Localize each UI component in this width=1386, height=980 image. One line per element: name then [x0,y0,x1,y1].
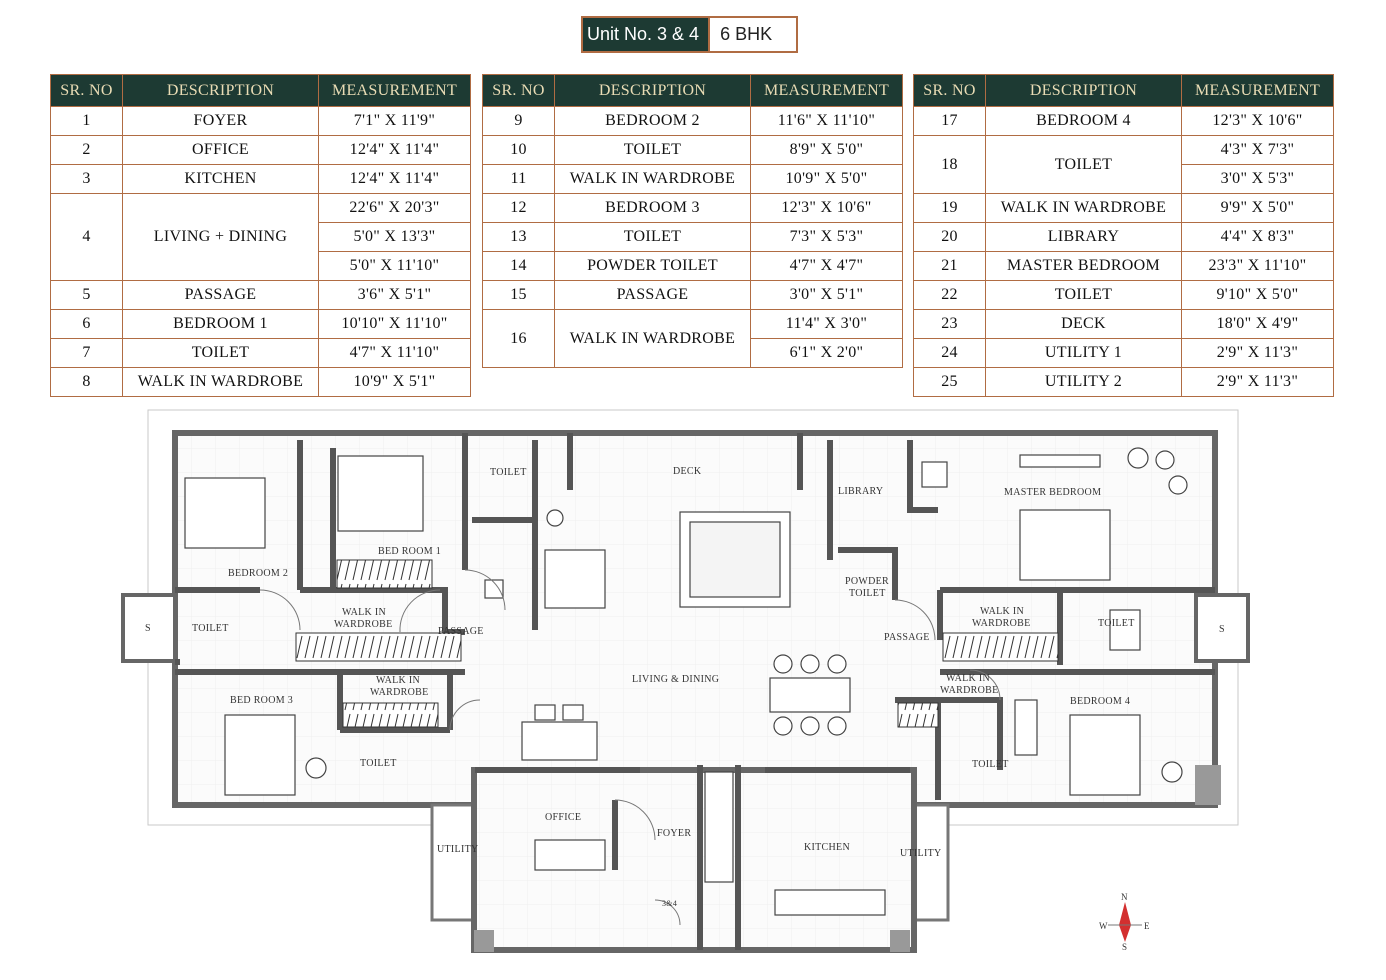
measurement-cell: 10'10" X 11'10" [319,310,471,339]
measurement-cell: 11'4" X 3'0" [751,310,903,339]
wardrobe-b3 [343,703,438,727]
description-cell: OFFICE [123,136,319,165]
table-row [483,310,903,339]
sr-no-cell: 25 [914,368,986,397]
sr-no-cell: 23 [914,310,986,339]
table-row [51,107,471,136]
compass-n: N [1121,892,1128,902]
label-foyer: FOYER [657,828,692,839]
description-cell: WALK IN WARDROBE [555,310,751,368]
measurement-cell: 2'9" X 11'3" [1182,368,1334,397]
wardrobe-b4 [898,703,938,727]
measurement-cell: 3'0" X 5'1" [751,281,903,310]
label-utility-left: UTILITY [437,844,479,855]
table-row [914,107,1334,136]
sr-no-cell: 12 [483,194,555,223]
measurement-cell: 18'0" X 4'9" [1182,310,1334,339]
label-wiw-left-b1: WALK IN [376,675,421,686]
description-cell: DECK [986,310,1182,339]
room-table-2 [482,74,903,368]
description-cell: WALK IN WARDROBE [123,368,319,397]
description-cell: BEDROOM 2 [555,107,751,136]
label-passage-left: PASSAGE [438,626,484,637]
description-cell: MASTER BEDROOM [986,252,1182,281]
measurement-cell: 5'0" X 11'10" [319,252,471,281]
table-row [914,136,1334,165]
sr-no-cell: 6 [51,310,123,339]
sr-no-cell: 5 [51,281,123,310]
sr-no-cell: 7 [51,339,123,368]
measurement-cell: 12'3" X 10'6" [1182,107,1334,136]
description-cell: TOILET [123,339,319,368]
description-cell: TOILET [555,223,751,252]
col-description-header: DESCRIPTION [123,75,319,107]
description-cell: TOILET [555,136,751,165]
label-toilet-right: TOILET [1098,618,1135,629]
table-row [914,310,1334,339]
sr-no-cell: 22 [914,281,986,310]
measurement-cell: 8'9" X 5'0" [751,136,903,165]
unit-number: Unit No. 3 & 4 [583,18,708,51]
table-row [483,194,903,223]
label-deck: DECK [673,466,702,477]
description-cell: UTILITY 1 [986,339,1182,368]
description-cell: BEDROOM 4 [986,107,1182,136]
description-cell: TOILET [986,136,1182,194]
compass-w: W [1099,921,1108,931]
table-row [483,252,903,281]
measurement-cell: 12'4" X 11'4" [319,165,471,194]
sr-no-cell: 18 [914,136,986,194]
label-wiw-right-2: WARDROBE [972,618,1031,629]
description-cell: POWDER TOILET [555,252,751,281]
sr-no-cell: 2 [51,136,123,165]
measurement-cell: 10'9" X 5'1" [319,368,471,397]
label-toilet-b3: TOILET [360,758,397,769]
floor-plan [0,400,1386,960]
measurement-cell: 7'1" X 11'9" [319,107,471,136]
label-toilet-b4: TOILET [972,759,1009,770]
label-bedroom-3: BED ROOM 3 [230,695,294,706]
col-sr-no-header: SR. NO [914,75,986,107]
label-office: OFFICE [545,812,582,823]
compass-needle-icon [1119,902,1131,942]
col-sr-no-header: SR. NO [483,75,555,107]
description-cell: WALK IN WARDROBE [555,165,751,194]
label-s-right: S [1219,624,1225,635]
description-cell: UTILITY 2 [986,368,1182,397]
label-library: LIBRARY [838,486,884,497]
table-row [914,339,1334,368]
measurement-cell: 2'9" X 11'3" [1182,339,1334,368]
table-row [483,107,903,136]
description-cell: PASSAGE [555,281,751,310]
compass-e: E [1144,921,1150,931]
label-utility-right: UTILITY [900,848,942,859]
label-s-left: S [145,623,151,634]
sr-no-cell: 11 [483,165,555,194]
description-cell: PASSAGE [123,281,319,310]
sr-no-cell: 19 [914,194,986,223]
measurement-cell: 6'1" X 2'0" [751,339,903,368]
wardrobe-right [943,633,1058,661]
sr-no-cell: 21 [914,252,986,281]
measurement-cell: 4'7" X 11'10" [319,339,471,368]
label-powder-1: POWDER [845,576,890,587]
measurement-cell: 12'4" X 11'4" [319,136,471,165]
col-measurement-header: MEASUREMENT [319,75,471,107]
measurement-cell: 4'7" X 4'7" [751,252,903,281]
label-living-dining: LIVING & DINING [632,674,720,685]
col-sr-no-header: SR. NO [51,75,123,107]
measurement-cell: 9'10" X 5'0" [1182,281,1334,310]
description-cell: TOILET [986,281,1182,310]
label-toilet-left: TOILET [192,623,229,634]
sr-no-cell: 3 [51,165,123,194]
table-row [483,223,903,252]
table-row [483,165,903,194]
table-row [914,252,1334,281]
label-wiw-right-1: WALK IN [980,606,1025,617]
table-row [51,136,471,165]
unit-header [581,16,798,53]
measurement-cell: 10'9" X 5'0" [751,165,903,194]
label-bedroom-2: BEDROOM 2 [228,568,289,579]
label-wiw-right-b2: WARDROBE [940,685,999,696]
measurement-cell: 12'3" X 10'6" [751,194,903,223]
label-wiw-right-b1: WALK IN [946,673,991,684]
label-toilet-top: TOILET [490,467,527,478]
sr-no-cell: 24 [914,339,986,368]
sr-no-cell: 10 [483,136,555,165]
compass [1098,888,1158,952]
room-table-1 [50,74,471,397]
table-row [483,281,903,310]
room-table-3 [913,74,1334,397]
sr-no-cell: 20 [914,223,986,252]
description-cell: LIVING + DINING [123,194,319,281]
table-row [51,281,471,310]
table-row [51,165,471,194]
label-powder-2: TOILET [849,588,886,599]
sr-no-cell: 8 [51,368,123,397]
col-measurement-header: MEASUREMENT [751,75,903,107]
measurement-cell: 5'0" X 13'3" [319,223,471,252]
label-bedroom-1: BED ROOM 1 [378,546,442,557]
sr-no-cell: 4 [51,194,123,281]
compass-s: S [1122,942,1128,952]
description-cell: KITCHEN [123,165,319,194]
table-row [51,368,471,397]
sr-no-cell: 13 [483,223,555,252]
measurement-cell: 4'3" X 7'3" [1182,136,1334,165]
label-wiw-left-b2: WARDROBE [370,687,429,698]
label-bedroom-4: BEDROOM 4 [1070,696,1131,707]
sr-no-cell: 17 [914,107,986,136]
label-master-bedroom: MASTER BEDROOM [1004,487,1102,498]
description-cell: WALK IN WARDROBE [986,194,1182,223]
label-wiw-left-1: WALK IN [342,607,387,618]
measurement-cell: 7'3" X 5'3" [751,223,903,252]
description-cell: LIBRARY [986,223,1182,252]
label-kitchen: KITCHEN [804,842,850,853]
label-passage-right: PASSAGE [884,632,930,643]
table-row [51,194,471,223]
table-row [51,339,471,368]
sr-no-cell: 16 [483,310,555,368]
measurement-cell: 11'6" X 11'10" [751,107,903,136]
measurement-cell: 22'6" X 20'3" [319,194,471,223]
description-cell: BEDROOM 1 [123,310,319,339]
description-cell: FOYER [123,107,319,136]
unit-type: 6 BHK [708,18,796,51]
measurement-cell: 3'6" X 5'1" [319,281,471,310]
measurement-cell: 9'9" X 5'0" [1182,194,1334,223]
measurement-cell: 4'4" X 8'3" [1182,223,1334,252]
table-row [914,223,1334,252]
table-row [914,368,1334,397]
label-wiw-left-2: WARDROBE [334,619,393,630]
wardrobe-b1 [337,560,432,588]
description-cell: BEDROOM 3 [555,194,751,223]
wardrobe-left [296,633,461,661]
col-description-header: DESCRIPTION [555,75,751,107]
measurement-cell: 3'0" X 5'3" [1182,165,1334,194]
sr-no-cell: 15 [483,281,555,310]
label-door-tag: 3&4 [662,899,678,908]
col-description-header: DESCRIPTION [986,75,1182,107]
table-row [914,194,1334,223]
table-row [51,310,471,339]
col-measurement-header: MEASUREMENT [1182,75,1334,107]
sr-no-cell: 1 [51,107,123,136]
table-row [914,281,1334,310]
sr-no-cell: 14 [483,252,555,281]
table-row [483,136,903,165]
sr-no-cell: 9 [483,107,555,136]
measurement-cell: 23'3" X 11'10" [1182,252,1334,281]
